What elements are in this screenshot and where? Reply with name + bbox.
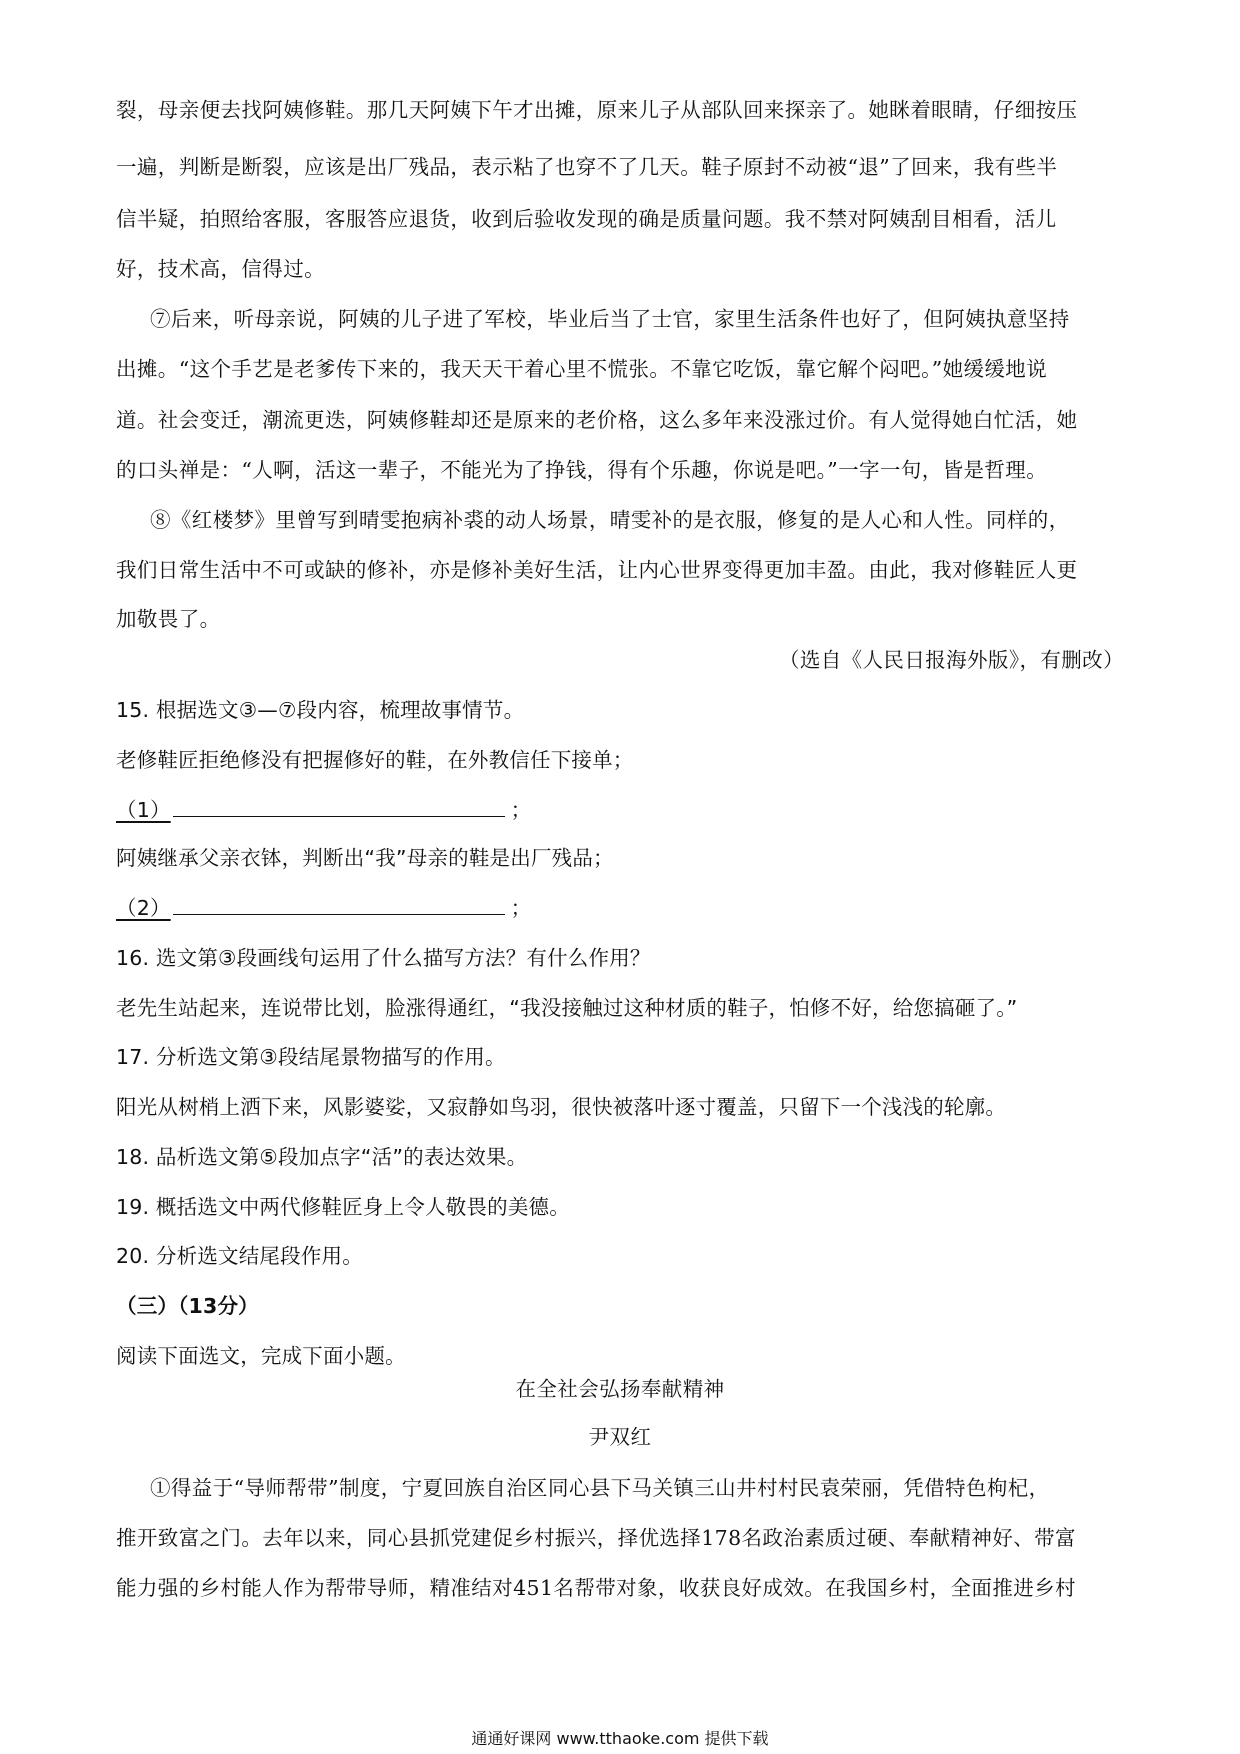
article-p1-line-1: ①得益于“导师帮带”制度，宁夏回族自治区同心县下马关镇三山井村村民袁荣丽，凭借特色枸杞， (150, 1476, 1050, 1500)
blank-1-end: ； (510, 798, 532, 822)
passage-source: （选自《人民日报海外版》，有删改） (778, 648, 1124, 672)
passage-p7-line-3: 道。社会变迁，潮流更迭，阿姨修鞋却还是原来的老价格，这么多年来没涨过价。有人觉得她白忙活，她 (116, 408, 1078, 432)
passage-p7-line-4: 的口头禅是：“人啊，活这一辈子，不能光为了挣钱，得有个乐趣，你说是吧。”一字一句，皆是哲理。 (116, 458, 1048, 482)
passage-p6-line-3: 信半疑，拍照给客服，客服答应退货，收到后验收发现的确是质量问题。我不禁对阿姨刮目相看，活儿 (116, 207, 1057, 231)
passage-p7-line-2: 出摊。“这个手艺是老爹传下来的，我天天干着心里不慌张。不靠它吃饭，靠它解个闷吧。”她缓缓地说 (116, 357, 1048, 381)
passage-p8-line-2: 我们日常生活中不可或缺的修补，亦是修补美好生活，让内心世界变得更加丰盈。由此，我对修鞋匠人更 (116, 558, 1078, 582)
passage-p6-line-2: 一遍，判断是断裂，应该是出厂残品，表示粘了也穿不了几天。鞋子原封不动被“退”了回来，我有些半 (116, 155, 1058, 179)
blank-1-label: （1） (116, 798, 171, 822)
passage-p6-line-4: 好，技术高，信得过。 (116, 257, 325, 281)
question-15-hint-2: 阿姨继承父亲衣钵，判断出“我”母亲的鞋是出厂残品； (116, 846, 614, 870)
question-18: 18. 品析选文第⑤段加点字“活”的表达效果。 (116, 1145, 528, 1169)
question-15-hint-1: 老修鞋匠拒绝修没有把握修好的鞋，在外教信任下接单； (116, 748, 634, 772)
answer-blank-2[interactable] (173, 894, 505, 915)
passage-p7-line-1: ⑦后来，听母亲说，阿姨的儿子进了军校，毕业后当了士官，家里生活条件也好了，但阿姨执意坚持 (150, 307, 1070, 331)
question-19: 19. 概括选文中两代修鞋匠身上令人敬畏的美德。 (116, 1195, 570, 1219)
question-16: 16. 选文第③段画线句运用了什么描写方法？有什么作用？ (116, 946, 651, 970)
blank-2-end: ； (510, 896, 532, 920)
passage-p8-line-3: 加敬畏了。 (116, 607, 221, 631)
question-15-blank-2 (116, 894, 1126, 922)
article-author: 尹双红 (588, 1425, 652, 1449)
question-17-quote: 阳光从树梢上洒下来，风影婆娑，又寂静如鸟羽，很快被落叶逐寸覆盖，只留下一个浅浅的轮廓。 (116, 1095, 1007, 1119)
passage-p6-line-1: 裂，母亲便去找阿姨修鞋。那几天阿姨下午才出摊，原来儿子从部队回来探亲了。她眯着眼睛，仔细按压 (116, 98, 1078, 122)
page-footer: 通通好课网 www.tthaoke.com 提供下载 (471, 1729, 769, 1748)
blank-2-label: （2） (116, 896, 171, 920)
article-title: 在全社会弘扬奉献精神 (515, 1377, 725, 1401)
article-p1-line-2: 推开致富之门。去年以来，同心县抓党建促乡村振兴，择优选择178名政治素质过硬、奉献精神好、带富 (116, 1526, 1076, 1550)
passage-p8-line-1: ⑧《红楼梦》里曾写到晴雯抱病补裘的动人场景，晴雯补的是衣服，修复的是人心和人性。同样的， (150, 508, 1070, 532)
section-3-instruction: 阅读下面选文，完成下面小题。 (116, 1344, 406, 1368)
question-15: 15. 根据选文③—⑦段内容，梳理故事情节。 (116, 698, 525, 722)
article-p1-line-3: 能力强的乡村能人作为帮带导师，精准结对451名帮带对象，收获良好成效。在我国乡村，全面推进乡村 (116, 1576, 1076, 1600)
answer-blank-1[interactable] (173, 796, 505, 817)
question-15-blank-1 (116, 796, 1126, 824)
question-16-quote: 老先生站起来，连说带比划，脸涨得通红，“我没接触过这种材质的鞋子，怕修不好，给您搞砸了。” (116, 996, 1018, 1020)
section-3-heading: （三）（13分） (116, 1294, 259, 1318)
question-17: 17. 分析选文第③段结尾景物描写的作用。 (116, 1045, 506, 1069)
question-20: 20. 分析选文结尾段作用。 (116, 1244, 363, 1268)
